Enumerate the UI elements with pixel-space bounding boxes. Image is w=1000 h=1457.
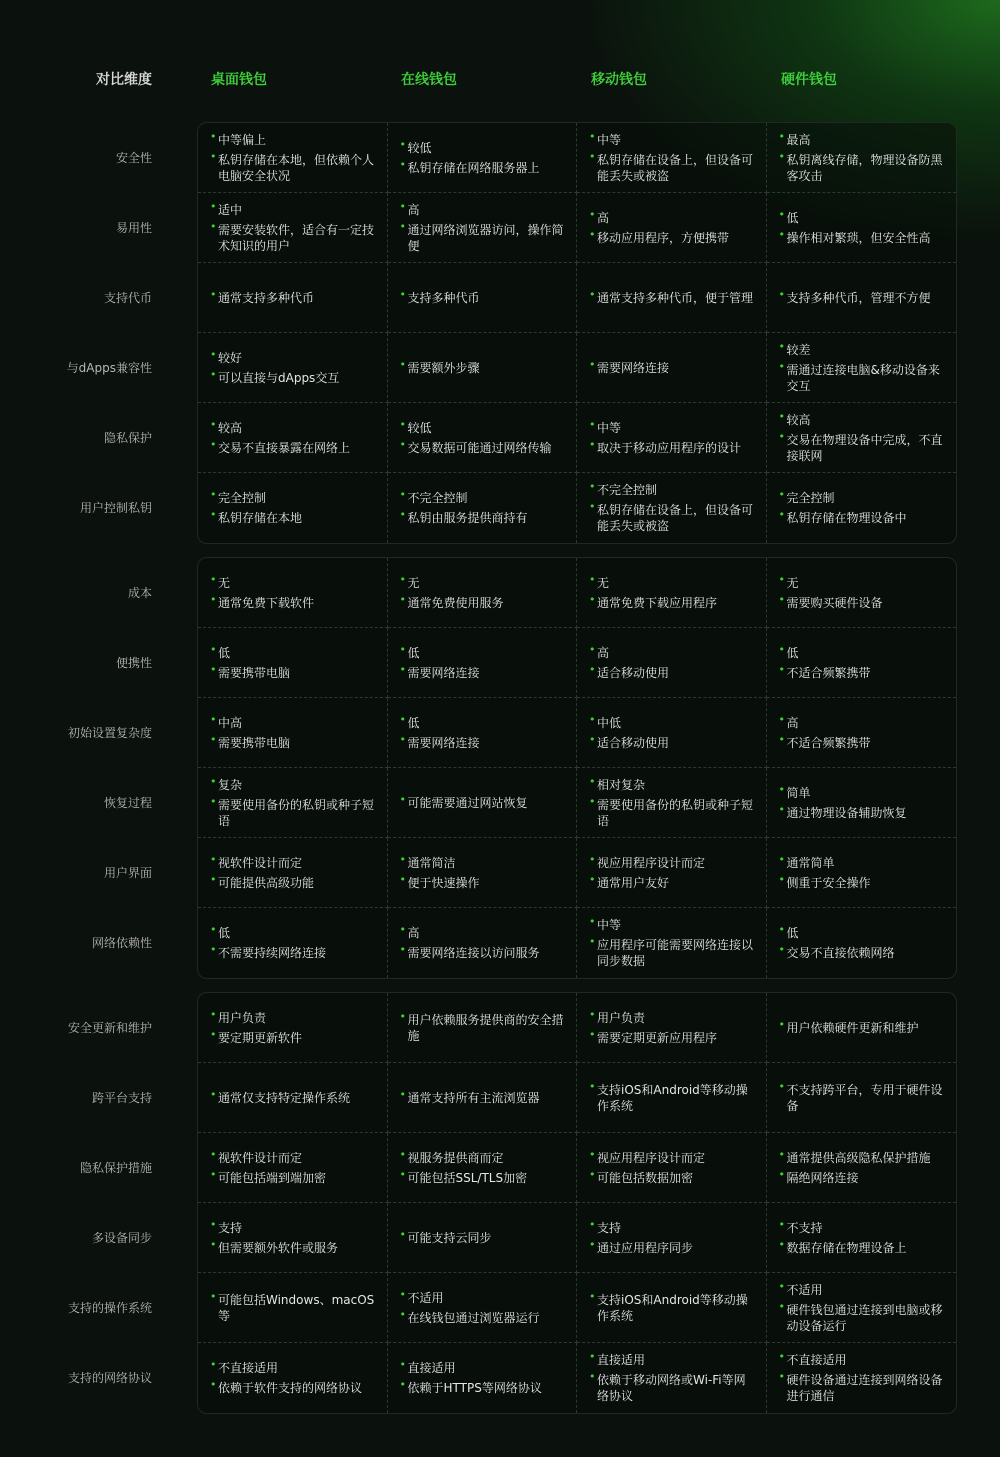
cell-text: • 通常提供高级隐私保护措施 — [779, 1150, 947, 1166]
cell-text: • 高 — [779, 715, 947, 731]
table-cell — [198, 1343, 388, 1413]
table-cell — [767, 558, 957, 628]
cell-text: • 较差 — [779, 342, 947, 358]
cell-text: • 不需要持续网络连接 — [210, 945, 377, 961]
table-cell — [767, 333, 957, 403]
cell-text: • 适合移动使用 — [589, 665, 756, 681]
row-label: 用户控制私钥 — [79, 500, 152, 515]
dimension-header: 对比维度 — [96, 72, 152, 88]
cell-text: • 需要网络连接 — [589, 360, 756, 376]
cell-text: • 私钥由服务提供商持有 — [400, 510, 567, 526]
row-label: 便携性 — [115, 655, 152, 670]
cell-text: • 视应用程序设计而定 — [589, 1150, 756, 1166]
table-row — [198, 263, 956, 333]
cell-text: • 中等 — [589, 420, 756, 436]
cell-text: • 无 — [779, 575, 947, 591]
cell-text: • 高 — [400, 202, 567, 218]
cell-text: • 最高 — [779, 132, 947, 148]
cell-text: • 交易在物理设备中完成，不直接联网 — [779, 432, 947, 464]
cell-text: • 完全控制 — [779, 490, 947, 506]
cell-text: • 用户负责 — [589, 1010, 756, 1026]
table-row — [198, 768, 956, 838]
row-label: 初始设置复杂度 — [67, 725, 152, 740]
cell-text: • 通常支持多种代币，便于管理 — [589, 290, 756, 306]
cell-text: • 私钥存储在本地，但依赖个人电脑安全状况 — [210, 152, 377, 184]
cell-text: • 私钥存储在网络服务器上 — [400, 160, 567, 176]
cell-text: • 支持iOS和Android等移动操作系统 — [589, 1082, 756, 1114]
cell-text: • 不适用 — [779, 1282, 947, 1298]
table-cell — [767, 838, 957, 908]
cell-text: • 需要网络连接以访问服务 — [400, 945, 567, 961]
table-cell — [388, 628, 578, 698]
table-cell — [767, 1273, 957, 1343]
table-cell — [577, 1343, 767, 1413]
row-label: 网络依赖性 — [91, 935, 152, 950]
cell-text: • 低 — [400, 645, 567, 661]
cell-text: • 用户负责 — [210, 1010, 377, 1026]
column-header-online-wallet: 在线钱包 — [401, 72, 457, 88]
table-cell — [577, 123, 767, 193]
cell-text: • 硬件钱包通过连接到电脑或移动设备运行 — [779, 1302, 947, 1334]
cell-text: • 可能包括Windows、macOS等 — [210, 1292, 377, 1324]
row-label: 支持代币 — [103, 290, 152, 305]
table-cell — [388, 768, 578, 838]
row-label: 用户界面 — [103, 865, 152, 880]
row-label: 与dApps兼容性 — [66, 360, 152, 375]
table-row — [198, 1343, 956, 1413]
table-cell — [767, 993, 957, 1063]
table-row — [198, 628, 956, 698]
cell-text: • 私钥存储在设备上，但设备可能丢失或被盗 — [589, 152, 756, 184]
cell-text: • 通常免费下载软件 — [210, 595, 377, 611]
cell-text: • 适中 — [210, 202, 377, 218]
table-cell — [577, 1203, 767, 1273]
cell-text: • 私钥存储在设备上，但设备可能丢失或被盗 — [589, 502, 756, 534]
table-header — [0, 60, 1000, 100]
table-cell — [577, 473, 767, 543]
cell-text: • 中高 — [210, 715, 377, 731]
cell-text: • 通过应用程序同步 — [589, 1240, 756, 1256]
cell-text: • 通常支持多种代币 — [210, 290, 377, 306]
table-cell — [198, 558, 388, 628]
cell-text: • 支持多种代币 — [400, 290, 567, 306]
cell-text: • 支持多种代币，管理不方便 — [779, 290, 947, 306]
row-label: 隐私保护 — [103, 430, 152, 445]
table-cell — [198, 838, 388, 908]
cell-text: • 高 — [589, 645, 756, 661]
cell-text: • 需要携带电脑 — [210, 665, 377, 681]
cell-text: • 无 — [589, 575, 756, 591]
cell-text: • 不完全控制 — [400, 490, 567, 506]
table-cell — [577, 698, 767, 768]
cell-text: • 应用程序可能需要网络连接以同步数据 — [589, 937, 756, 969]
table-cell — [767, 768, 957, 838]
table-cell — [388, 838, 578, 908]
table-cell — [198, 263, 388, 333]
table-row — [198, 193, 956, 263]
table-cell — [388, 263, 578, 333]
cell-text: • 完全控制 — [210, 490, 377, 506]
cell-text: • 侧重于安全操作 — [779, 875, 947, 891]
cell-text: • 交易数据可能通过网络传输 — [400, 440, 567, 456]
cell-text: • 通过网络浏览器访问，操作简便 — [400, 222, 567, 254]
cell-text: • 依赖于HTTPS等网络协议 — [400, 1380, 567, 1396]
cell-text: • 取决于移动应用程序的设计 — [589, 440, 756, 456]
cell-text: • 较低 — [400, 140, 567, 156]
row-label: 成本 — [127, 585, 152, 600]
table-cell — [388, 1343, 578, 1413]
table-cell — [577, 1273, 767, 1343]
table-cell — [388, 1063, 578, 1133]
column-header-hardware-wallet: 硬件钱包 — [781, 72, 837, 88]
table-cell — [198, 628, 388, 698]
cell-text: • 依赖于移动网络或Wi-Fi等网络协议 — [589, 1372, 756, 1404]
table-cell — [198, 1203, 388, 1273]
cell-text: • 移动应用程序，方便携带 — [589, 230, 756, 246]
cell-text: • 需要携带电脑 — [210, 735, 377, 751]
table-cell — [767, 263, 957, 333]
cell-text: • 不适合频繁携带 — [779, 665, 947, 681]
cell-text: • 适合移动使用 — [589, 735, 756, 751]
cell-text: • 通过物理设备辅助恢复 — [779, 805, 947, 821]
table-cell — [767, 1133, 957, 1203]
table-cell — [198, 123, 388, 193]
cell-text: • 需要网络连接 — [400, 665, 567, 681]
table-cell — [767, 1063, 957, 1133]
table-cell — [388, 193, 578, 263]
table-row — [198, 908, 956, 978]
cell-text: • 需要定期更新应用程序 — [589, 1030, 756, 1046]
cell-text: • 不适用 — [400, 1290, 567, 1306]
table-cell — [198, 768, 388, 838]
cell-text: • 交易不直接暴露在网络上 — [210, 440, 377, 456]
cell-text: • 中等 — [589, 917, 756, 933]
cell-text: • 私钥存储在本地 — [210, 510, 377, 526]
cell-text: • 通常用户友好 — [589, 875, 756, 891]
cell-text: • 较好 — [210, 350, 377, 366]
table-cell — [767, 403, 957, 473]
table-cell — [767, 908, 957, 978]
table-cell — [577, 628, 767, 698]
table-group — [197, 122, 957, 544]
table-row — [198, 1063, 956, 1133]
row-label: 安全更新和维护 — [67, 1020, 152, 1035]
table-row — [198, 993, 956, 1063]
cell-text: • 操作相对繁琐，但安全性高 — [779, 230, 947, 246]
table-cell — [198, 908, 388, 978]
table-cell — [388, 993, 578, 1063]
table-cell — [577, 1063, 767, 1133]
cell-text: • 相对复杂 — [589, 777, 756, 793]
table-cell — [388, 123, 578, 193]
cell-text: • 较低 — [400, 420, 567, 436]
cell-text: • 数据存储在物理设备上 — [779, 1240, 947, 1256]
table-cell — [198, 1063, 388, 1133]
cell-text: • 需要额外步骤 — [400, 360, 567, 376]
cell-text: • 私钥离线存储，物理设备防黑客攻击 — [779, 152, 947, 184]
table-row — [198, 333, 956, 403]
cell-text: • 高 — [589, 210, 756, 226]
cell-text: • 低 — [779, 645, 947, 661]
table-cell — [388, 908, 578, 978]
table-cell — [577, 838, 767, 908]
table-row — [198, 473, 956, 543]
table-cell — [388, 403, 578, 473]
cell-text: • 需要使用备份的私钥或种子短语 — [210, 797, 377, 829]
cell-text: • 简单 — [779, 785, 947, 801]
cell-text: • 用户依赖硬件更新和维护 — [779, 1020, 947, 1036]
cell-text: • 便于快速操作 — [400, 875, 567, 891]
cell-text: • 通常简洁 — [400, 855, 567, 871]
cell-text: • 交易不直接依赖网络 — [779, 945, 947, 961]
cell-text: • 可能包括数据加密 — [589, 1170, 756, 1186]
cell-text: • 通常仅支持特定操作系统 — [210, 1090, 377, 1106]
table-cell — [198, 1273, 388, 1343]
table-cell — [388, 1203, 578, 1273]
column-header-mobile-wallet: 移动钱包 — [591, 72, 647, 88]
cell-text: • 无 — [400, 575, 567, 591]
table-cell — [577, 1133, 767, 1203]
cell-text: • 需通过连接电脑&移动设备来交互 — [779, 362, 947, 394]
table-row — [198, 1133, 956, 1203]
row-label: 多设备同步 — [91, 1230, 152, 1245]
table-cell — [577, 263, 767, 333]
table-cell — [577, 333, 767, 403]
table-cell — [388, 558, 578, 628]
cell-text: • 需要安装软件，适合有一定技术知识的用户 — [210, 222, 377, 254]
row-label: 易用性 — [115, 220, 152, 235]
cell-text: • 不完全控制 — [589, 482, 756, 498]
cell-text: • 不适合频繁携带 — [779, 735, 947, 751]
row-label: 支持的操作系统 — [67, 1300, 152, 1315]
cell-text: • 较高 — [779, 412, 947, 428]
cell-text: • 不直接适用 — [210, 1360, 377, 1376]
cell-text: • 较高 — [210, 420, 377, 436]
cell-text: • 通常免费下载应用程序 — [589, 595, 756, 611]
table-cell — [767, 123, 957, 193]
cell-text: • 中低 — [589, 715, 756, 731]
cell-text: • 可能包括SSL/TLS加密 — [400, 1170, 567, 1186]
cell-text: • 视应用程序设计而定 — [589, 855, 756, 871]
table-row — [198, 403, 956, 473]
cell-text: • 需要网络连接 — [400, 735, 567, 751]
cell-text: • 不支持跨平台，专用于硬件设备 — [779, 1082, 947, 1114]
cell-text: • 复杂 — [210, 777, 377, 793]
cell-text: • 需要使用备份的私钥或种子短语 — [589, 797, 756, 829]
cell-text: • 支持iOS和Android等移动操作系统 — [589, 1292, 756, 1324]
cell-text: • 不直接适用 — [779, 1352, 947, 1368]
cell-text: • 支持 — [589, 1220, 756, 1236]
table-cell — [577, 403, 767, 473]
row-label: 安全性 — [115, 150, 152, 165]
table-row — [198, 558, 956, 628]
row-label: 恢复过程 — [103, 795, 152, 810]
cell-text: • 要定期更新软件 — [210, 1030, 377, 1046]
cell-text: • 不支持 — [779, 1220, 947, 1236]
row-label: 隐私保护措施 — [79, 1160, 152, 1175]
table-cell — [767, 1203, 957, 1273]
cell-text: • 直接适用 — [589, 1352, 756, 1368]
table-cell — [388, 333, 578, 403]
cell-text: • 用户依赖服务提供商的安全措施 — [400, 1012, 567, 1044]
table-row — [198, 838, 956, 908]
table-cell — [198, 333, 388, 403]
table-cell — [198, 698, 388, 768]
table-row — [198, 698, 956, 768]
cell-text: • 通常简单 — [779, 855, 947, 871]
cell-text: • 可以直接与dApps交互 — [210, 370, 377, 386]
cell-text: • 视软件设计而定 — [210, 1150, 377, 1166]
row-label: 跨平台支持 — [91, 1090, 152, 1105]
table-cell — [767, 193, 957, 263]
table-cell — [198, 993, 388, 1063]
row-label: 支持的网络协议 — [67, 1370, 152, 1385]
table-cell — [388, 473, 578, 543]
cell-text: • 无 — [210, 575, 377, 591]
cell-text: • 可能包括端到端加密 — [210, 1170, 377, 1186]
cell-text: • 低 — [210, 645, 377, 661]
cell-text: • 硬件设备通过连接到网络设备进行通信 — [779, 1372, 947, 1404]
cell-text: • 可能支持云同步 — [400, 1230, 567, 1246]
table-cell — [577, 768, 767, 838]
cell-text: • 通常支持所有主流浏览器 — [400, 1090, 567, 1106]
table-cell — [388, 1273, 578, 1343]
table-row — [198, 123, 956, 193]
cell-text: • 视软件设计而定 — [210, 855, 377, 871]
cell-text: • 低 — [779, 925, 947, 941]
cell-text: • 需要购买硬件设备 — [779, 595, 947, 611]
table-cell — [198, 473, 388, 543]
cell-text: • 中等偏上 — [210, 132, 377, 148]
cell-text: • 隔绝网络连接 — [779, 1170, 947, 1186]
table-cell — [198, 193, 388, 263]
cell-text: • 视服务提供商而定 — [400, 1150, 567, 1166]
cell-text: • 私钥存储在物理设备中 — [779, 510, 947, 526]
table-cell — [767, 628, 957, 698]
table-cell — [577, 908, 767, 978]
cell-text: • 可能需要通过网站恢复 — [400, 795, 567, 811]
table-group — [197, 557, 957, 979]
cell-text: • 在线钱包通过浏览器运行 — [400, 1310, 567, 1326]
cell-text: • 支持 — [210, 1220, 377, 1236]
table-cell — [198, 1133, 388, 1203]
table-cell — [767, 473, 957, 543]
column-header-desktop-wallet: 桌面钱包 — [211, 72, 267, 88]
cell-text: • 中等 — [589, 132, 756, 148]
table-row — [198, 1203, 956, 1273]
table-cell — [577, 193, 767, 263]
cell-text: • 直接适用 — [400, 1360, 567, 1376]
cell-text: • 低 — [779, 210, 947, 226]
cell-text: • 低 — [400, 715, 567, 731]
cell-text: • 低 — [210, 925, 377, 941]
table-cell — [388, 698, 578, 768]
table-group — [197, 992, 957, 1414]
cell-text: • 依赖于软件支持的网络协议 — [210, 1380, 377, 1396]
table-cell — [577, 558, 767, 628]
cell-text: • 通常免费使用服务 — [400, 595, 567, 611]
table-cell — [198, 403, 388, 473]
table-cell — [577, 993, 767, 1063]
table-cell — [767, 1343, 957, 1413]
table-cell — [767, 698, 957, 768]
table-cell — [388, 1133, 578, 1203]
table-row — [198, 1273, 956, 1343]
cell-text: • 高 — [400, 925, 567, 941]
cell-text: • 但需要额外软件或服务 — [210, 1240, 377, 1256]
cell-text: • 可能提供高级功能 — [210, 875, 377, 891]
